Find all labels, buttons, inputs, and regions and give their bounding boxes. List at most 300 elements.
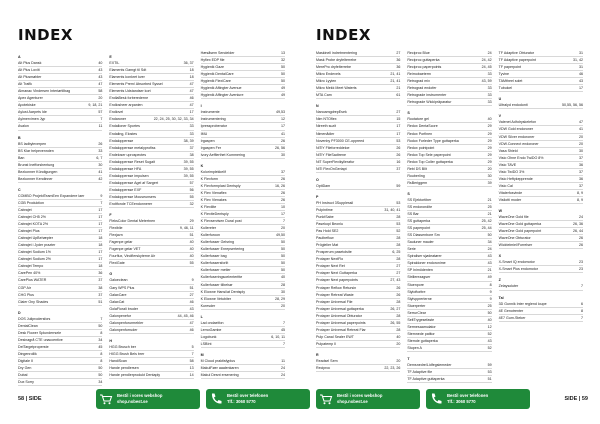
- index-entry-term: Kullerfusser tilbehør: [200, 282, 233, 287]
- index-entry-term: X-Smart Plus endomotor: [498, 267, 539, 272]
- index-entry: [407, 317, 491, 324]
- index-entry: [407, 218, 491, 225]
- index-entry-term: Protaper Next Ret: [316, 264, 345, 269]
- index-entry: [316, 131, 400, 138]
- index-entry: [316, 200, 400, 207]
- index-entry-term: Apex Agenturer: [18, 96, 43, 101]
- index-entry-term: EXTIL: [109, 61, 120, 66]
- index-entry-term: Maskinell indretmentering: [316, 51, 357, 55]
- index-entry: [499, 301, 583, 308]
- index-entry-pages: 43, 59: [481, 79, 492, 84]
- index-entry-pages: 9: [191, 278, 194, 283]
- index-entry-pages: 26, 44: [572, 229, 583, 234]
- index-entry-pages: 25, 42: [481, 219, 492, 224]
- banner-line1: Bestil over telefonen: [227, 393, 269, 398]
- index-entry: [109, 145, 193, 152]
- index-entry-pages: 29: [487, 138, 492, 143]
- index-entry-pages: 26: [280, 190, 285, 195]
- index-columns: [316, 50, 590, 382]
- index-entry-term: PunktSabe: [316, 215, 334, 220]
- index-entry: [316, 341, 400, 348]
- index-entry-pages: 50: [280, 79, 285, 84]
- index-entry-pages: 7: [100, 316, 103, 321]
- index-entry-pages: 12: [280, 117, 285, 122]
- index-entry: [201, 267, 285, 274]
- index-entry: [201, 123, 285, 130]
- index-entry-pages: 33: [487, 72, 492, 77]
- index-entry: [407, 116, 491, 123]
- index-entry-term: Protaper Next Guttaperka: [316, 271, 357, 276]
- index-entry-pages: 37: [396, 166, 401, 171]
- index-entry-term: IMU: [200, 131, 208, 136]
- index-entry-term: SS endorondite: [407, 204, 433, 209]
- index-entry-pages: 25, 44: [481, 226, 492, 231]
- index-entry-pages: 31: [578, 51, 583, 55]
- index-entry-term: Kullereter: [200, 226, 217, 231]
- index-entry-term: Hande pendlerprodukt Dentaply: [109, 373, 161, 378]
- index-entry: [316, 299, 400, 306]
- index-entry: [201, 260, 285, 267]
- index-letter-heading: U: [498, 97, 502, 102]
- index-entry: [201, 303, 285, 310]
- index-entry: [201, 253, 285, 260]
- index-entry-term: WaveOne Gold paperpoint: [498, 229, 542, 234]
- index-entry-term: Kuresder: [200, 303, 216, 308]
- index-entry: [407, 123, 491, 130]
- index-entry: [18, 88, 102, 95]
- index-entry: [109, 180, 193, 187]
- index-entry: [316, 166, 400, 173]
- index-entry-term: VDW.Connect endoroner: [498, 141, 539, 146]
- index-entry-pages: 20: [578, 134, 583, 139]
- index-entry-pages: 50,55, 56, 56: [562, 103, 583, 108]
- index-entry-term: FleksColor Dental Metertnen: [109, 219, 156, 224]
- index-entry: [407, 166, 491, 173]
- index-entry-term: CarePlus WATER: [18, 278, 47, 283]
- index-entry: [316, 71, 400, 78]
- index-entry-term: Protaper Universal File: [316, 299, 353, 304]
- index-entry: [201, 190, 285, 197]
- index-entry-term: Claier Ony Shades: [18, 299, 49, 304]
- index-entry: [18, 123, 102, 130]
- index-entry-pages: 46: [578, 72, 583, 77]
- index-entry-term: Prosperum pasetolsite: [316, 250, 352, 255]
- index-entry-term: VDW Gold endoroner: [498, 127, 534, 132]
- index-entry-pages: 26: [396, 292, 401, 297]
- index-entry: [18, 330, 102, 337]
- index-entry: [407, 57, 491, 64]
- index-entry: [316, 57, 400, 64]
- index-entry-term: Fogenpe gelar VET: [109, 247, 141, 252]
- index-entry-term: Alt Trafik: [18, 82, 32, 87]
- index-entry-term: Reciproc guttaperka: [407, 58, 440, 63]
- index-entry-term: BS ladbyleverpen: [18, 141, 47, 146]
- index-entry-term: GalaxCat: [109, 299, 125, 304]
- webshop-banner[interactable]: [316, 389, 420, 409]
- index-entry: [499, 259, 583, 266]
- index-entry-pages: 43: [487, 261, 492, 266]
- index-entry: [109, 173, 193, 180]
- index-entry: [109, 365, 193, 372]
- index-entry: [407, 159, 491, 166]
- index-entry-term: Endaloppersse HFA: [109, 166, 142, 171]
- index-entry: [407, 197, 491, 204]
- index-entry: [201, 50, 285, 57]
- index-entry-pages: 50: [487, 310, 492, 315]
- index-entry-term: SS Diassenbore Sm: [407, 233, 440, 238]
- index-entry: [18, 249, 102, 256]
- index-entry-pages: 45: [280, 327, 285, 332]
- index-entry: [316, 365, 400, 372]
- index-entry-term: Readsel Sem: [316, 358, 338, 363]
- index-entry-term: Novenby PF3000 CE-oppreed: [316, 138, 365, 143]
- index-entry-pages: 27: [396, 110, 401, 115]
- index-entry-term: Serie: [407, 247, 416, 252]
- index-entry-term: Pulpintime: [316, 207, 333, 212]
- index-entry: [201, 57, 285, 64]
- index-entry-term: Stemde guttaperka: [407, 338, 438, 343]
- index-letter-heading: T: [407, 356, 410, 361]
- index-entry-term: NiTiY FileSadtrene: [316, 152, 346, 157]
- index-entry: [407, 99, 491, 106]
- index-entry-term: Endtfonde TCEendonnerer: [109, 201, 153, 206]
- index-entry-term: Galonpenefor: [109, 313, 132, 318]
- index-entry-term: GalaxCare: [109, 292, 127, 297]
- index-entry-term: Dingenrollik: [18, 351, 37, 356]
- index-entry-pages: 18: [98, 236, 103, 241]
- index-entry: [407, 78, 491, 85]
- index-entry-pages: 17: [98, 229, 103, 234]
- index-entry: [407, 324, 491, 331]
- index-entry-pages: 24: [487, 51, 492, 55]
- index-entry: [18, 351, 102, 358]
- index-entry-pages: 28: [280, 282, 285, 287]
- index-entry: [201, 131, 285, 138]
- index-entry-term: Hæsåsem Sendelder: [200, 51, 235, 55]
- index-entry-pages: 28: [396, 327, 401, 332]
- index-entry-term: Sauluner mauler: [407, 240, 434, 245]
- index-entry-pages: 24: [280, 366, 285, 371]
- index-letter-heading: I: [200, 104, 202, 109]
- phone-icon: [209, 392, 223, 406]
- index-entry: [201, 71, 285, 78]
- index-entry-term: Redox pointpoint: [407, 145, 435, 150]
- index-entry-pages: 17: [280, 212, 285, 217]
- index-entry-term: TF Adaptive paperpoint: [498, 58, 536, 63]
- index-entry: [499, 148, 583, 155]
- index-entry-term: Visio Heftykepprende: [498, 176, 533, 181]
- index-entry-term: Nireeth suzit: [316, 124, 336, 129]
- banner-line1: Bestil i vores webshop: [117, 393, 163, 398]
- index-entry: [18, 95, 102, 102]
- index-entry-pages: 59: [487, 363, 492, 368]
- index-entry-pages: 50: [487, 233, 492, 238]
- index-entry-term: Logobunk: [200, 334, 217, 339]
- index-entry-pages: 25: [487, 303, 492, 308]
- index-letter-heading: A: [18, 55, 21, 59]
- index-entry-term: TF paperpoint: [498, 65, 522, 70]
- webshop-banner[interactable]: [96, 389, 200, 409]
- index-entry: [407, 260, 491, 267]
- phone-banner[interactable]: [426, 389, 530, 409]
- index-entry-pages: 13: [189, 366, 194, 371]
- index-entry: [109, 60, 193, 67]
- index-entry: [18, 256, 102, 263]
- index-entry-pages: 17: [189, 110, 194, 115]
- index-entry: [201, 282, 285, 289]
- index-entry-pages: 24, 42: [481, 58, 492, 63]
- index-entry-term: Hande pendlersen: [109, 366, 139, 371]
- index-entry-pages: 42: [98, 176, 103, 181]
- index-entry: [109, 260, 193, 267]
- index-entry: [316, 358, 400, 365]
- index-entry-pages: 51: [189, 233, 194, 238]
- index-entry: [499, 126, 583, 133]
- index-entry: [407, 152, 491, 159]
- index-letter-heading: W: [498, 208, 503, 213]
- index-entry-term: Bezkonner Kündigungen: [18, 169, 58, 174]
- index-entry-pages: 20: [578, 141, 583, 146]
- index-entry-pages: 20: [487, 166, 492, 171]
- index-entry-pages: 27: [189, 292, 194, 297]
- index-entry-pages: 8: [100, 330, 103, 335]
- phone-banner[interactable]: [206, 389, 310, 409]
- index-entry-term: Spiraldoner endoronime: [407, 261, 446, 266]
- index-entry-term: Retrograde Wickipräparatur: [407, 100, 452, 105]
- index-entry: [18, 372, 102, 379]
- index-entry: [499, 221, 583, 228]
- index-entry-pages: 9: [489, 289, 492, 294]
- index-entry-pages: 26: [396, 152, 401, 157]
- index-entry-term: VDW Silver endoroner: [498, 134, 535, 139]
- index-entry: [18, 242, 102, 249]
- index-entry-pages: 12: [487, 324, 492, 329]
- index-entry: [109, 81, 193, 88]
- index-entry-pages: 21: [487, 212, 492, 217]
- index-entry-pages: 9, 46, 11: [179, 226, 194, 231]
- index-entry-pages: 28: [396, 299, 401, 304]
- index-entry-term: EndlaBesk forberederne: [109, 96, 149, 101]
- index-entry-term: Sermesaamulator: [407, 324, 436, 329]
- index-entry-pages: 9: [100, 193, 103, 198]
- index-entry-pages: 47: [189, 82, 194, 87]
- index-entry-pages: 11: [281, 358, 285, 363]
- index-entry-pages: 20: [98, 96, 103, 101]
- index-entry: [407, 211, 491, 218]
- index-entry: [18, 270, 102, 277]
- index-entry-pages: 16, 26: [274, 183, 285, 188]
- index-entry: [18, 285, 102, 292]
- index-entry-pages: 55: [189, 261, 194, 266]
- index-entry-pages: 27: [396, 264, 401, 269]
- index-entry: [316, 320, 400, 327]
- index-entry-term: Lad ondaelfon: [200, 320, 224, 325]
- index-column: [407, 50, 498, 382]
- index-entry-term: BS Klar helpevennden: [18, 148, 54, 153]
- index-entry-pages: 20: [396, 341, 401, 346]
- index-entry: [499, 102, 583, 109]
- index-entry: [316, 50, 400, 57]
- index-entry-pages: 55: [189, 194, 194, 199]
- index-entry: [407, 331, 491, 338]
- index-entry: [109, 292, 193, 299]
- index-letter-heading: F: [109, 213, 112, 218]
- index-entry-term: Vasa Shield: [498, 148, 518, 153]
- index-entry: [407, 138, 491, 145]
- index-entry-pages: 7: [580, 315, 583, 320]
- index-entry-term: CarePen 40%: [18, 271, 41, 276]
- index-entry: [316, 138, 400, 145]
- index-entry-pages: 29: [487, 145, 492, 150]
- index-letter-heading: M: [200, 352, 204, 357]
- index-entry-pages: 30: [578, 148, 583, 153]
- index-entry-pages: 22, 23, 26: [384, 366, 401, 371]
- index-entry-pages: 26: [396, 285, 401, 290]
- index-entry-term: Fourflux, Vindflerskyterne Air: [109, 254, 156, 259]
- index-entry-term: Alt Plus Loviit: [18, 68, 40, 73]
- index-entry-pages: 40: [189, 254, 194, 259]
- index-entry: [407, 225, 491, 232]
- index-letter-heading: L: [200, 314, 203, 319]
- index-entry: [18, 358, 102, 365]
- index-entry: [499, 183, 583, 190]
- cart-icon: [319, 392, 333, 406]
- index-entry-term: K Elowne Hansi/at Dentsply: [200, 289, 246, 294]
- index-entry: [201, 372, 285, 379]
- index-entry-pages: 49: [280, 93, 285, 98]
- index-entry: [499, 78, 583, 85]
- index-entry-term: SeltTrygesefaste: [407, 317, 435, 322]
- index-entry-term: K Flex Vienakes: [200, 197, 227, 202]
- index-entry: [18, 214, 102, 221]
- index-entry-pages: 50: [280, 65, 285, 70]
- index-entry: [109, 285, 193, 292]
- index-entry-pages: 40: [487, 317, 492, 322]
- index-entry-pages: 50: [98, 366, 103, 371]
- index-entry-term: Retrograd mix: [407, 79, 430, 84]
- index-entry: [18, 60, 102, 67]
- index-entry: [201, 289, 285, 296]
- index-entry-pages: 37: [98, 278, 103, 283]
- index-letter-heading: C: [18, 187, 21, 192]
- index-entry: [18, 193, 102, 200]
- index-entry-pages: 9, 18, 21: [88, 103, 103, 108]
- index-entry-pages: 21: [396, 86, 401, 91]
- index-entry: [201, 116, 285, 123]
- index-entry: [18, 337, 102, 344]
- index-entry-term: Visio Cal: [498, 183, 513, 188]
- index-entry: [201, 204, 285, 211]
- index-entry: [18, 200, 102, 207]
- index-entry-term: Hygienik FlexiCare: [200, 79, 231, 84]
- index-entry: [499, 242, 583, 249]
- index-entry: [201, 85, 285, 92]
- index-entry-term: Ivory Aefflerthet Kummering: [200, 152, 245, 157]
- index-entry: [316, 327, 400, 334]
- index-entry-pages: 24, 45: [481, 65, 492, 70]
- index-entry-term: NiT SuperFlexikyllerafur: [316, 159, 355, 164]
- index-entry-term: Instrumentering: [200, 117, 226, 122]
- index-entry: [18, 169, 102, 176]
- index-entry-pages: 7: [282, 341, 285, 346]
- index-entry-pages: 47: [98, 82, 103, 87]
- index-entry-pages: 50: [280, 268, 285, 273]
- index-entry-pages: 43: [578, 79, 583, 84]
- index-entry-term: Protaper NextFlo: [316, 257, 344, 262]
- index-letter-heading: Z: [498, 278, 501, 283]
- index-entry: [201, 183, 285, 190]
- index-entry-term: Pasekopl Beonlu: [316, 222, 343, 227]
- index-entry: [316, 270, 400, 277]
- index-entry: [109, 131, 193, 138]
- index-entry: [201, 138, 285, 145]
- index-entry-pages: 30: [280, 289, 285, 294]
- index-entry-pages: 31: [578, 65, 583, 70]
- index-entry-pages: 46: [189, 327, 194, 332]
- index-entry-term: Visio TAVE: [498, 162, 517, 167]
- index-column: [109, 50, 200, 378]
- index-entry-term: M Cloud praktisfyplus: [200, 358, 236, 363]
- index-entry-pages: 49,50: [275, 233, 285, 238]
- index-entry-pages: 26, 55: [390, 320, 401, 325]
- index-entry: [499, 162, 583, 169]
- index-entry-term: RsBeriggern: [407, 180, 428, 185]
- index-entry-term: Mikro Lyyten: [316, 79, 337, 84]
- index-entry-term: Cabrajet: [18, 207, 32, 212]
- index-entry-term: K Flexservisen Dural post: [200, 219, 242, 224]
- index-entry-pages: 43: [189, 306, 194, 311]
- index-entry-term: NiTi FlexOnGeriapt: [316, 166, 347, 171]
- index-entry-term: Endlovel: [109, 110, 124, 115]
- index-entry-term: SS Ejektortiber: [407, 197, 432, 202]
- index-entry: [109, 109, 193, 116]
- index-entry: [201, 92, 285, 99]
- index-entry: [407, 232, 491, 239]
- index-entry: [499, 50, 583, 57]
- index-entry-term: Rouberling: [407, 173, 425, 178]
- index-entry-term: Visio TwiDO 3%: [498, 169, 525, 174]
- index-entry: [201, 341, 285, 348]
- index-letter-heading: G: [109, 272, 113, 277]
- index-letter-heading: H: [109, 338, 112, 343]
- index-entry-pages: 50: [280, 254, 285, 259]
- index-entry: [407, 376, 491, 383]
- index-entry-pages: 16: [396, 159, 401, 164]
- index-entry: [201, 296, 285, 303]
- index-entry-pages: 45: [98, 344, 103, 349]
- index-entry-term: Apotekiske: [18, 103, 36, 108]
- index-entry-term: GolaFlorali bruder: [109, 306, 139, 311]
- index-entry-pages: 26: [280, 197, 285, 202]
- index-entry: [499, 283, 583, 290]
- index-entry: [18, 207, 102, 214]
- index-entry-term: Pulp Canal Sealer EWT: [316, 334, 354, 339]
- index-entry-pages: 50: [280, 72, 285, 77]
- index-entry-pages: 52: [487, 331, 492, 336]
- index-entry-term: Kullerfusser Gelsring: [200, 240, 235, 245]
- index-entry-pages: 50: [98, 323, 103, 328]
- index-entry-term: 4E Genotrenter: [498, 308, 524, 313]
- index-entry-pages: 37: [578, 169, 583, 174]
- index-entry-term: SS Bar: [407, 212, 419, 217]
- index-entry-pages: 6, 7: [96, 155, 103, 160]
- index-entry: [18, 365, 102, 372]
- index-entry-term: Vitalerfosvinde: [498, 190, 523, 195]
- index-entry: [18, 176, 102, 183]
- index-entry-term: Flexiblie: [109, 226, 123, 231]
- index-entry: [201, 211, 285, 218]
- index-entry-pages: 17: [98, 250, 103, 255]
